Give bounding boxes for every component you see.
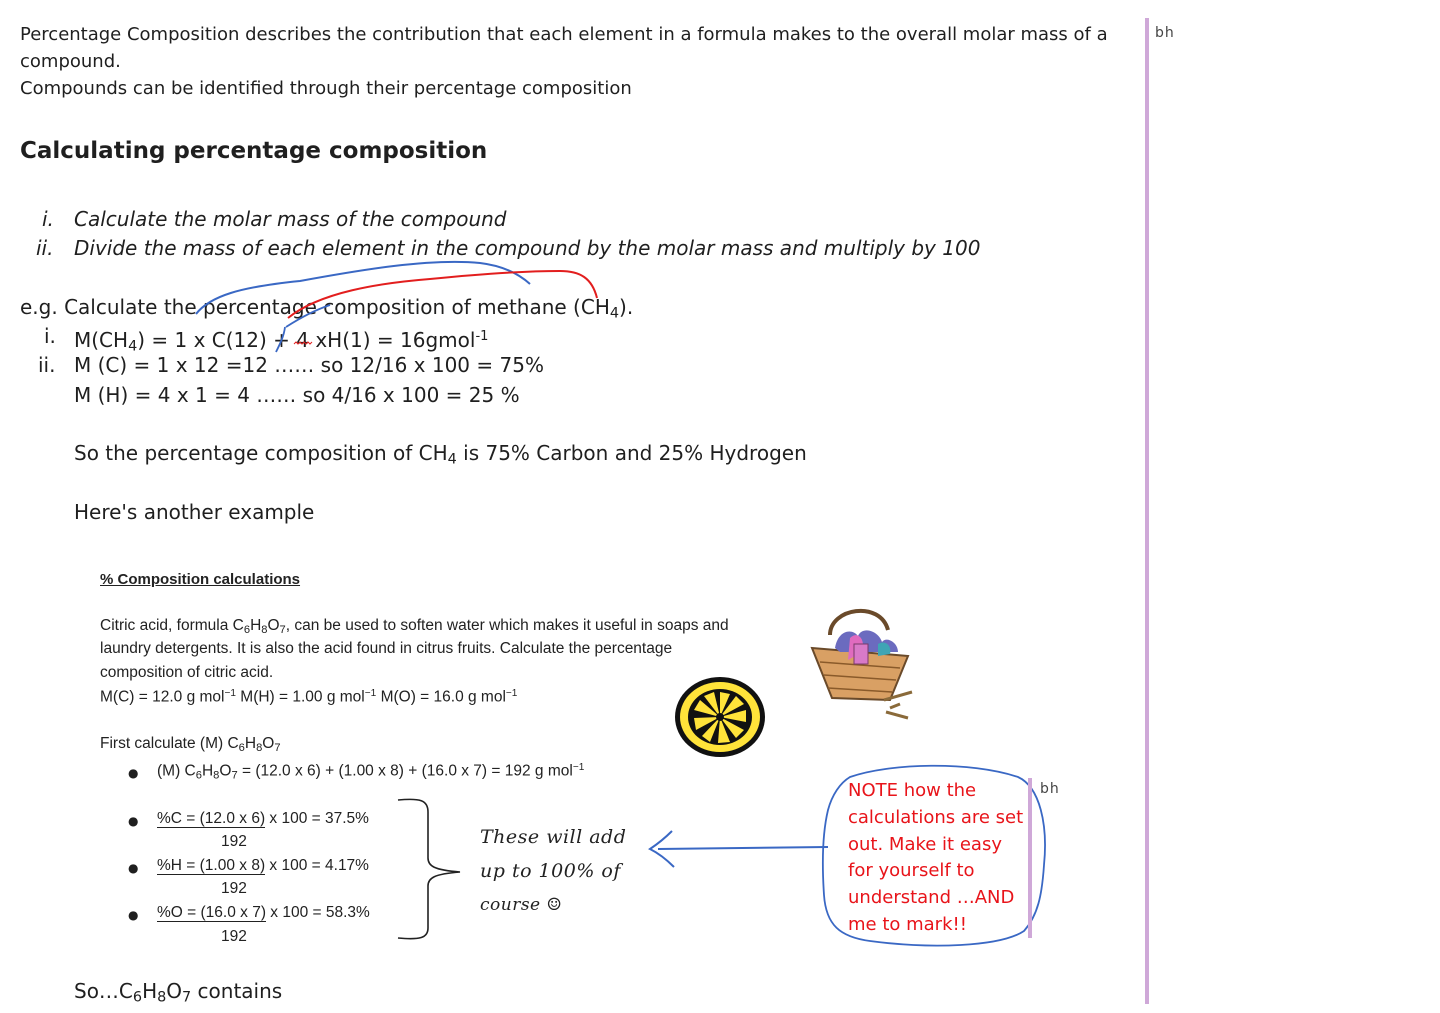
- margin-comment-bar: [1145, 18, 1149, 1004]
- blue-ink-mark: [276, 327, 285, 352]
- intro-line-2: compound.: [20, 51, 121, 72]
- worksheet-para-line-2: laundry detergents. It is also the acid found in citrus fruits. Calculate the percentage: [100, 640, 673, 657]
- step-2-text: Divide the mass of each element in the compound by the molar mass and multiply by 100: [74, 236, 981, 260]
- note-comment-initials[interactable]: bh: [1040, 781, 1060, 797]
- note-comment-bar: [1028, 778, 1032, 938]
- step-1-text: Calculate the molar mass of the compound: [74, 207, 507, 231]
- bullet-dot: ●: [128, 861, 139, 875]
- percent-hydrogen-calc: %H = (1.00 x 8) x 100 = 4.17%: [157, 857, 369, 874]
- worksheet-molar-mass-calc: (M) $C_6H_8O_7 = (12.0$ x 6) + (1.00 x 8) + (16.0 x 7) = 192 g mol$^{-1}$: [157, 762, 585, 782]
- percent-carbon-denominator: 192: [221, 833, 247, 850]
- handwritten-note-line-2: up to 100% of: [480, 860, 621, 882]
- note-line-4: for yourself to: [848, 860, 975, 881]
- bullet-dot: ●: [128, 766, 139, 780]
- curly-brace: [390, 790, 470, 950]
- worksheet-title: % Composition calculations: [100, 571, 301, 588]
- lemon-slice-icon: [672, 672, 772, 762]
- handwritten-note-line-3: course ☺: [480, 895, 563, 915]
- intro-line-1: Percentage Composition describes the contribution that each element in a formula makes to the overall molar mass of a: [20, 24, 1108, 45]
- example-carbon-calc: M (C) = 1 x 12 =12 …… so 12/16 x 100 = 75%: [74, 353, 544, 377]
- worksheet-first-calc: First calculate (M) $C_6H_8O_7$: [100, 735, 281, 754]
- margin-comment-initials[interactable]: bh: [1155, 25, 1175, 41]
- step-1-number: i.: [42, 207, 54, 231]
- example-step-i-text: $M(CH_4) = 1$ x C(12) + 4 xH(1) = 16gmol$^{-1}$: [74, 328, 489, 355]
- handwritten-note-line-1: These will add: [480, 826, 627, 848]
- worksheet-para-line-1: Citric acid, formula $C_6H_8O_7$, can be used to soften water which makes it useful in soaps and: [100, 617, 729, 636]
- worksheet-molar-masses: M(C) = 12.0 g mol$^{-1}$ M(H) = 1.00 g mol$^{-1}$ M(O) = 16.0 g mol$^{-1}$: [100, 688, 518, 706]
- blue-ink-hook: [286, 305, 330, 327]
- red-ink-stroke: [288, 271, 597, 318]
- spellcheck-squiggle: [294, 342, 312, 344]
- intro-line-3: Compounds can be identified through their percentage composition: [20, 78, 632, 99]
- percent-carbon-calc: %C = (12.0 x 6) x 100 = 37.5%: [157, 810, 369, 827]
- laundry-basket-icon: [800, 600, 920, 725]
- note-line-3: out. Make it easy: [848, 834, 1002, 855]
- example-prompt: e.g. Calculate the percentage composition of methane $(CH_4)$.: [20, 295, 634, 322]
- note-line-5: understand …AND: [848, 887, 1015, 908]
- bullet-dot: ●: [128, 908, 139, 922]
- note-line-1: NOTE how the: [848, 780, 977, 801]
- worksheet-para-line-3: composition of citric acid.: [100, 664, 274, 681]
- example-summary: So the percentage composition of $CH_4$ is 75% Carbon and 25% Hydrogen: [74, 441, 807, 468]
- another-example-label: Here's another example: [74, 500, 315, 524]
- percent-oxygen-denominator: 192: [221, 928, 247, 945]
- footer-line: $So\dots C_6H_8O_7$ contains: [74, 979, 283, 1006]
- bullet-dot: ●: [128, 814, 139, 828]
- section-heading: Calculating percentage composition: [20, 138, 488, 164]
- example-step-i-number: i.: [44, 324, 56, 348]
- note-line-6: me to mark!!: [848, 914, 967, 935]
- step-2-number: ii.: [36, 236, 54, 260]
- note-line-2: calculations are set: [848, 807, 1024, 828]
- example-hydrogen-calc: M (H) = 4 x 1 = 4 …… so 4/16 x 100 = 25 %: [74, 383, 520, 407]
- percent-hydrogen-denominator: 192: [221, 880, 247, 897]
- percent-oxygen-calc: %O = (16.0 x 7) x 100 = 58.3%: [157, 904, 370, 921]
- example-step-ii-number: ii.: [38, 353, 56, 377]
